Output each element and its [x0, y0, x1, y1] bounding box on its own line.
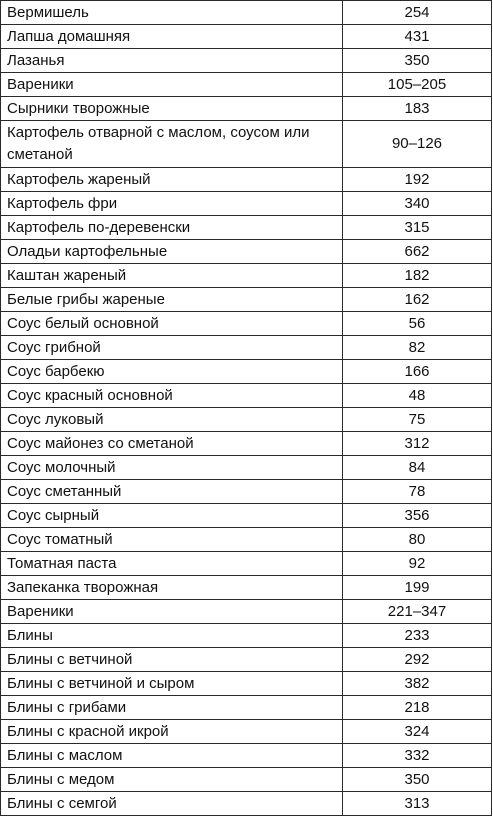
- calorie-value: 382: [343, 672, 492, 696]
- calorie-value: 221–347: [343, 600, 492, 624]
- calorie-value: 92: [343, 552, 492, 576]
- calorie-value: 340: [343, 192, 492, 216]
- dish-name: Вермишель: [1, 1, 343, 25]
- dish-name: Блины с медом: [1, 768, 343, 792]
- table-row: [1, 576, 492, 600]
- table-row: [1, 792, 492, 816]
- calorie-value: 254: [343, 1, 492, 25]
- calorie-value: 166: [343, 360, 492, 384]
- calorie-value: 218: [343, 696, 492, 720]
- table-row: [1, 624, 492, 648]
- dish-name: Соус молочный: [1, 456, 343, 480]
- dish-name: Блины с грибами: [1, 696, 343, 720]
- dish-name: Вареники: [1, 73, 343, 97]
- calorie-value: 233: [343, 624, 492, 648]
- table-row: [1, 288, 492, 312]
- calorie-value: 431: [343, 25, 492, 49]
- dish-name: Картофель жареный: [1, 168, 343, 192]
- dish-name: Оладьи картофельные: [1, 240, 343, 264]
- calorie-value: 313: [343, 792, 492, 816]
- calorie-value: 90–126: [343, 121, 492, 168]
- table-row: [1, 97, 492, 121]
- table-row: [1, 768, 492, 792]
- dish-name: Соус барбекю: [1, 360, 343, 384]
- calorie-value: 315: [343, 216, 492, 240]
- calorie-value: 162: [343, 288, 492, 312]
- dish-name: Блины с красной икрой: [1, 720, 343, 744]
- calorie-value: 80: [343, 528, 492, 552]
- calorie-value: 350: [343, 49, 492, 73]
- dish-name: Белые грибы жареные: [1, 288, 343, 312]
- dish-name: Каштан жареный: [1, 264, 343, 288]
- dish-name: Блины с ветчиной: [1, 648, 343, 672]
- calorie-value: 356: [343, 504, 492, 528]
- dish-name: Сырники творожные: [1, 97, 343, 121]
- dish-name: Картофель отварной с маслом, соусом или сметаной: [1, 121, 343, 168]
- calorie-value: 105–205: [343, 73, 492, 97]
- calorie-value: 75: [343, 408, 492, 432]
- table-row: [1, 1, 492, 25]
- dish-name: Соус сырный: [1, 504, 343, 528]
- table-row: [1, 600, 492, 624]
- table-row: [1, 192, 492, 216]
- dish-name: Лазанья: [1, 49, 343, 73]
- dish-name: Соус белый основной: [1, 312, 343, 336]
- table-row: [1, 336, 492, 360]
- calorie-value: 48: [343, 384, 492, 408]
- calorie-value: 192: [343, 168, 492, 192]
- table-row: [1, 384, 492, 408]
- calorie-value: 183: [343, 97, 492, 121]
- table-row: [1, 720, 492, 744]
- table-row: [1, 312, 492, 336]
- dish-name: Соус луковый: [1, 408, 343, 432]
- calorie-value: 662: [343, 240, 492, 264]
- table-row: [1, 240, 492, 264]
- calorie-value: 182: [343, 264, 492, 288]
- table-row: [1, 49, 492, 73]
- dish-name: Картофель фри: [1, 192, 343, 216]
- table-row: [1, 456, 492, 480]
- table-row: [1, 408, 492, 432]
- dish-name: Блины с семгой: [1, 792, 343, 816]
- dish-name: Соус майонез со сметаной: [1, 432, 343, 456]
- calorie-value: 199: [343, 576, 492, 600]
- table-row: [1, 168, 492, 192]
- dish-name: Картофель по-деревенски: [1, 216, 343, 240]
- dish-name: Вареники: [1, 600, 343, 624]
- calorie-value: 350: [343, 768, 492, 792]
- table-row: [1, 672, 492, 696]
- dish-name: Томатная паста: [1, 552, 343, 576]
- dish-name: Лапша домашняя: [1, 25, 343, 49]
- dish-name: Блины с ветчиной и сыром: [1, 672, 343, 696]
- table-row: [1, 552, 492, 576]
- table-row: [1, 432, 492, 456]
- table-row: [1, 696, 492, 720]
- dish-name: Блины с маслом: [1, 744, 343, 768]
- dish-name: Запеканка творожная: [1, 576, 343, 600]
- calorie-value: 332: [343, 744, 492, 768]
- dish-name: Соус томатный: [1, 528, 343, 552]
- table-row: [1, 360, 492, 384]
- calorie-value: 78: [343, 480, 492, 504]
- table-row: [1, 504, 492, 528]
- table-row: [1, 480, 492, 504]
- calorie-value: 324: [343, 720, 492, 744]
- table-row: [1, 121, 492, 168]
- calorie-value: 56: [343, 312, 492, 336]
- table-row: [1, 25, 492, 49]
- calorie-value: 84: [343, 456, 492, 480]
- dish-name: Соус сметанный: [1, 480, 343, 504]
- calorie-value: 292: [343, 648, 492, 672]
- calorie-value: 82: [343, 336, 492, 360]
- dish-name: Блины: [1, 624, 343, 648]
- dish-name: Соус красный основной: [1, 384, 343, 408]
- table-row: [1, 216, 492, 240]
- table-row: [1, 528, 492, 552]
- table-body: [1, 1, 492, 816]
- table-row: [1, 648, 492, 672]
- calorie-value: 312: [343, 432, 492, 456]
- table-row: [1, 744, 492, 768]
- table-row: [1, 73, 492, 97]
- dish-name: Соус грибной: [1, 336, 343, 360]
- table-row: [1, 264, 492, 288]
